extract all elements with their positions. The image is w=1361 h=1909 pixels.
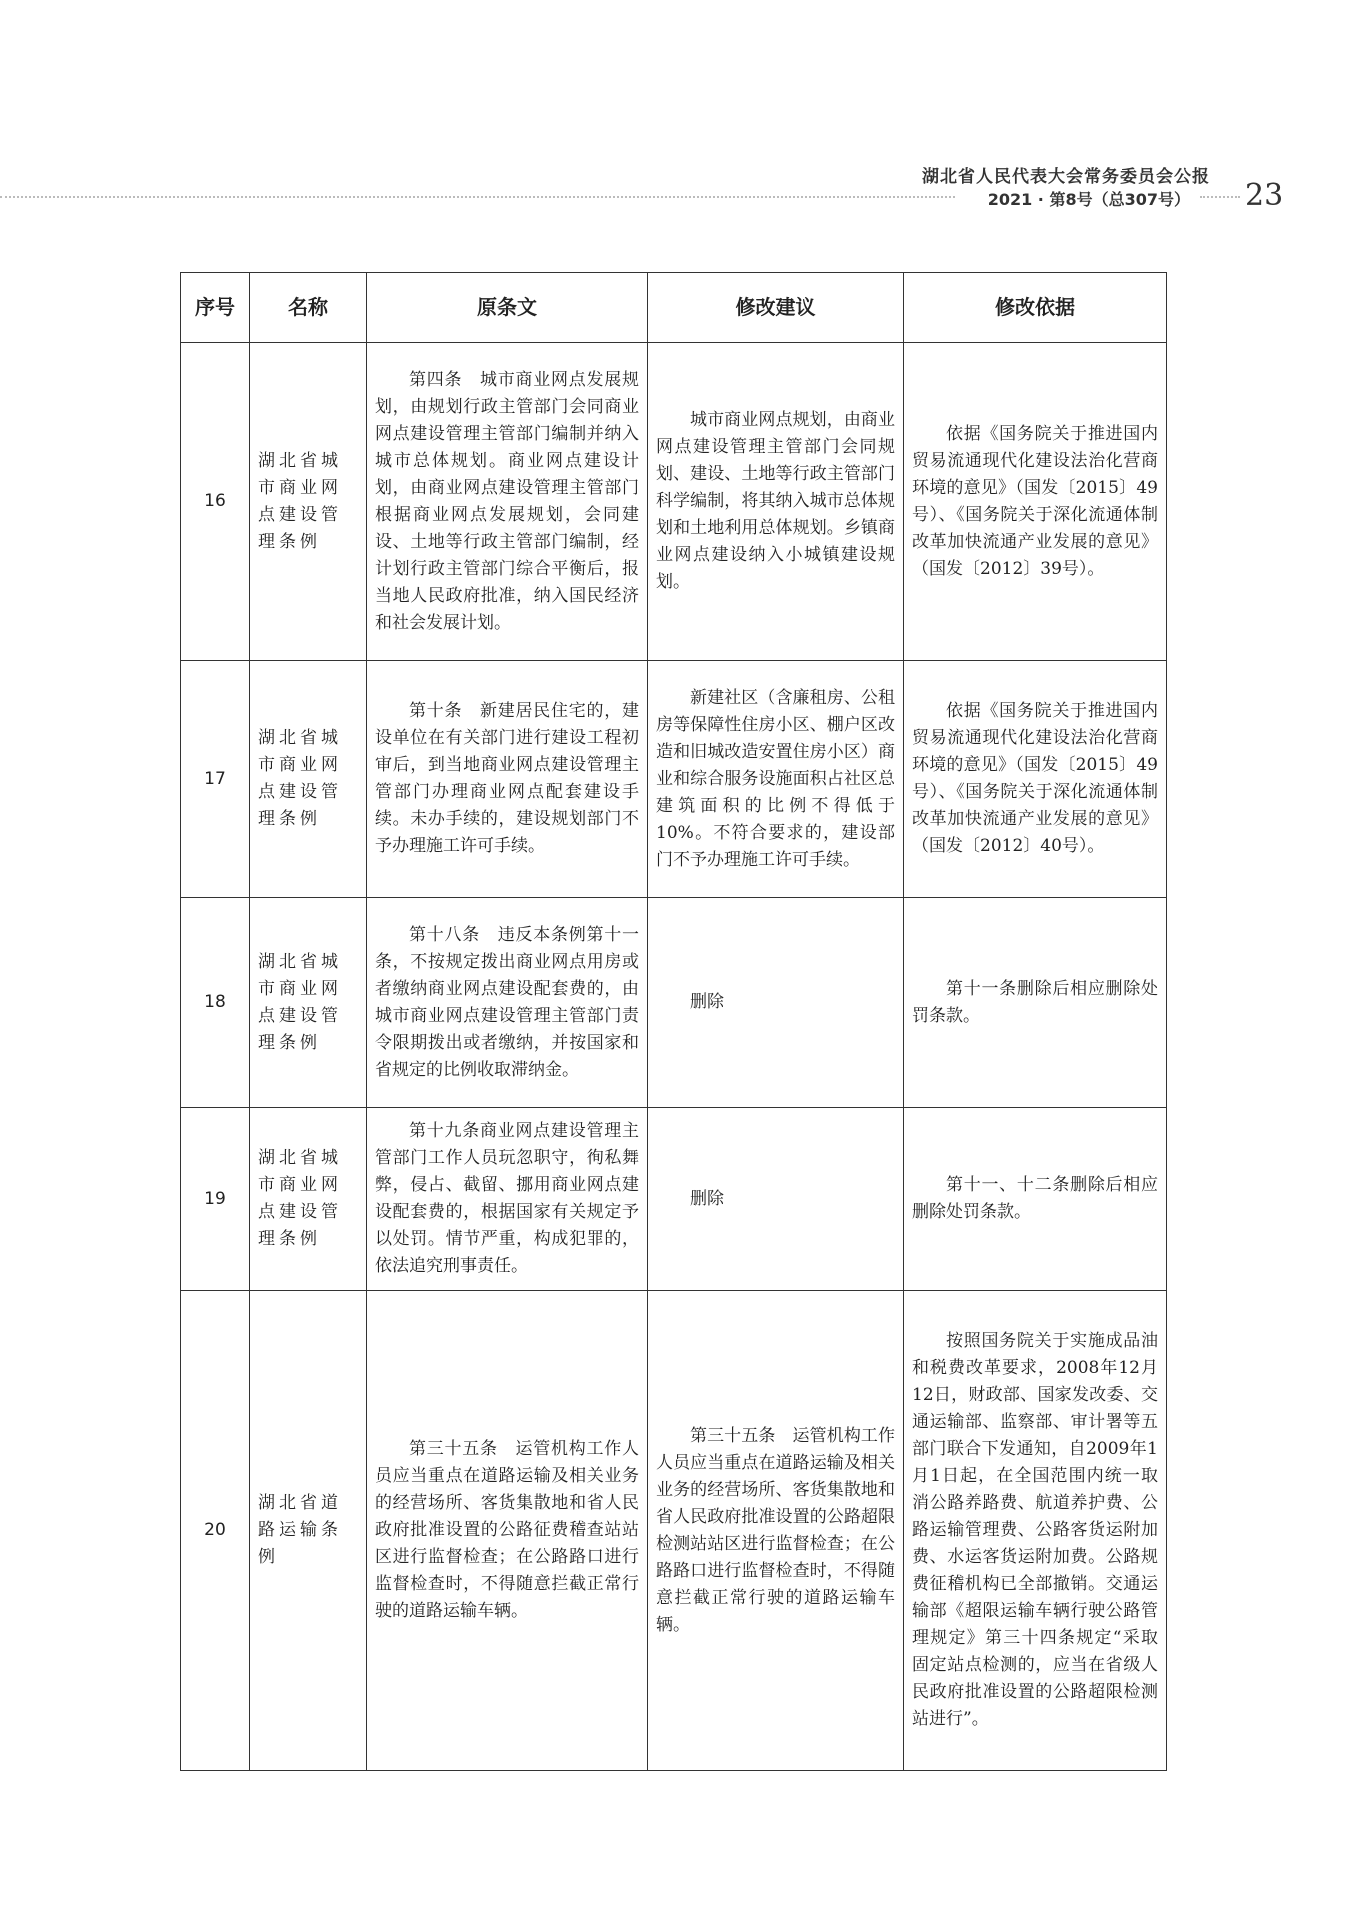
table-row <box>181 661 1167 898</box>
column-header-suggestion: 修改建议 <box>648 273 904 343</box>
header-rule-right <box>1200 196 1240 198</box>
row-basis <box>904 1108 1167 1291</box>
suggestion-text: 城市商业网点规划，由商业网点建设管理主管部门会同规划、建设、土地等行政主管部门科学编制，将其纳入城市总体规划和土地利用总体规划。乡镇商业网点建设纳入小城镇建设规划。 <box>656 410 895 592</box>
row-regulation-name: 湖北省道路运输条例 <box>250 1291 367 1771</box>
suggestion-text: 新建社区（含廉租房、公租房等保障性住房小区、棚户区改造和旧城改造安置住房小区）商业和综合服务设施面积占社区总建筑面积的比例不得低于10%。不符合要求的，建设部门不予办理施工许可手续。 <box>656 687 895 870</box>
row-suggestion <box>648 1108 904 1291</box>
row-original-text <box>367 898 648 1108</box>
basis-text: 依据《国务院关于推进国内贸易流通现代化建设法治化营商环境的意见》（国发〔2015〕49号）、《国务院关于深化流通体制改革加快流通产业发展的意见》（国发〔2012〕39号）。 <box>912 423 1158 579</box>
suggestion-text: 第三十五条 运管机构工作人员应当重点在道路运输及相关业务的经营场所、客货集散地和省人民政府批准设置的公路超限检测站站区进行监督检查；在公路路口进行监督检查时，不得随意拦截正常行驶的道路运输车辆。 <box>656 1425 895 1635</box>
row-seq: 17 <box>181 661 250 898</box>
basis-text: 第十一、十二条删除后相应删除处罚条款。 <box>912 1175 1158 1222</box>
original-text: 第十条 新建居民住宅的，建设单位在有关部门进行建设工程初审后，到当地商业网点建设管理主管部门办理商业网点配套建设手续。未办手续的，建设规划部门不予办理施工许可手续。 <box>375 701 639 856</box>
column-header-basis: 修改依据 <box>904 273 1167 343</box>
row-seq: 18 <box>181 898 250 1108</box>
row-basis <box>904 343 1167 661</box>
row-original-text <box>367 661 648 898</box>
row-original-text <box>367 343 648 661</box>
row-regulation-name: 湖北省城市商业网点建设管理条例 <box>250 343 367 661</box>
row-seq: 19 <box>181 1108 250 1291</box>
basis-text: 按照国务院关于实施成品油和税费改革要求，2008年12月12日，财政部、国家发改委、交通运输部、监察部、审计署等五部门联合下发通知，自2009年1月1日起，在全国范围内统一取消公路养路费、航道养护费、公路运输管理费、公路客货运附加费、水运客货运附加费。公路规费征稽机构已全部撤销。交通运输部《超限运输车辆行驶公路管理规定》第三十四条规定“采取固定站点检测的，应当在省级人民政府批准设置的公路超限检测站进行”。 <box>912 1331 1158 1729</box>
table-row <box>181 1291 1167 1771</box>
row-basis <box>904 661 1167 898</box>
row-suggestion <box>648 343 904 661</box>
issue-number: 2021 · 第8号（总307号） <box>987 190 1190 209</box>
row-regulation-name: 湖北省城市商业网点建设管理条例 <box>250 661 367 898</box>
row-seq: 20 <box>181 1291 250 1771</box>
row-original-text <box>367 1291 648 1771</box>
row-basis <box>904 898 1167 1108</box>
row-regulation-name: 湖北省城市商业网点建设管理条例 <box>250 1108 367 1291</box>
original-text: 第四条 城市商业网点发展规划，由规划行政主管部门会同商业网点建设管理主管部门编制并纳入城市总体规划。商业网点建设计划，由商业网点建设管理主管部门根据商业网点发展规划，会同建设、土地等行政主管部门编制，经计划行政主管部门综合平衡后，报当地人民政府批准，纳入国民经济和社会发展计划。 <box>375 369 639 633</box>
table-header-row <box>181 273 1167 343</box>
row-suggestion <box>648 1291 904 1771</box>
row-seq: 16 <box>181 343 250 661</box>
column-header-seq: 序号 <box>181 273 250 343</box>
column-header-name: 名称 <box>250 273 367 343</box>
row-suggestion <box>648 898 904 1108</box>
basis-text: 第十一条删除后相应删除处罚条款。 <box>912 978 1158 1026</box>
table-row <box>181 343 1167 661</box>
table-row <box>181 1108 1167 1291</box>
row-regulation-name: 湖北省城市商业网点建设管理条例 <box>250 898 367 1108</box>
suggestion-text: 删除 <box>690 1188 724 1209</box>
header-rule-left <box>0 196 955 198</box>
column-header-original: 原条文 <box>367 273 648 343</box>
amendment-table <box>180 272 1167 1771</box>
row-basis <box>904 1291 1167 1771</box>
original-text: 第十八条 违反本条例第十一条，不按规定拨出商业网点用房或者缴纳商业网点建设配套费的，由城市商业网点建设管理主管部门责令限期拨出或者缴纳，并按国家和省规定的比例收取滞纳金。 <box>375 924 639 1080</box>
basis-text: 依据《国务院关于推进国内贸易流通现代化建设法治化营商环境的意见》（国发〔2015〕49号）、《国务院关于深化流通体制改革加快流通产业发展的意见》（国发〔2012〕40号）。 <box>912 701 1158 856</box>
publication-title: 湖北省人民代表大会常务委员会公报 <box>922 167 1210 187</box>
original-text: 第三十五条 运管机构工作人员应当重点在道路运输及相关业务的经营场所、客货集散地和省人民政府批准设置的公路征费稽查站站区进行监督检查；在公路路口进行监督检查时，不得随意拦截正常行驶的道路运输车辆。 <box>375 1439 639 1621</box>
row-suggestion <box>648 661 904 898</box>
original-text: 第十九条商业网点建设管理主管部门工作人员玩忽职守，徇私舞弊，侵占、截留、挪用商业网点建设配套费的，根据国家有关规定予以处罚。情节严重，构成犯罪的，依法追究刑事责任。 <box>375 1121 639 1276</box>
row-original-text <box>367 1108 648 1291</box>
suggestion-text: 删除 <box>690 992 724 1012</box>
page-number: 23 <box>1245 178 1284 213</box>
table-row <box>181 898 1167 1108</box>
